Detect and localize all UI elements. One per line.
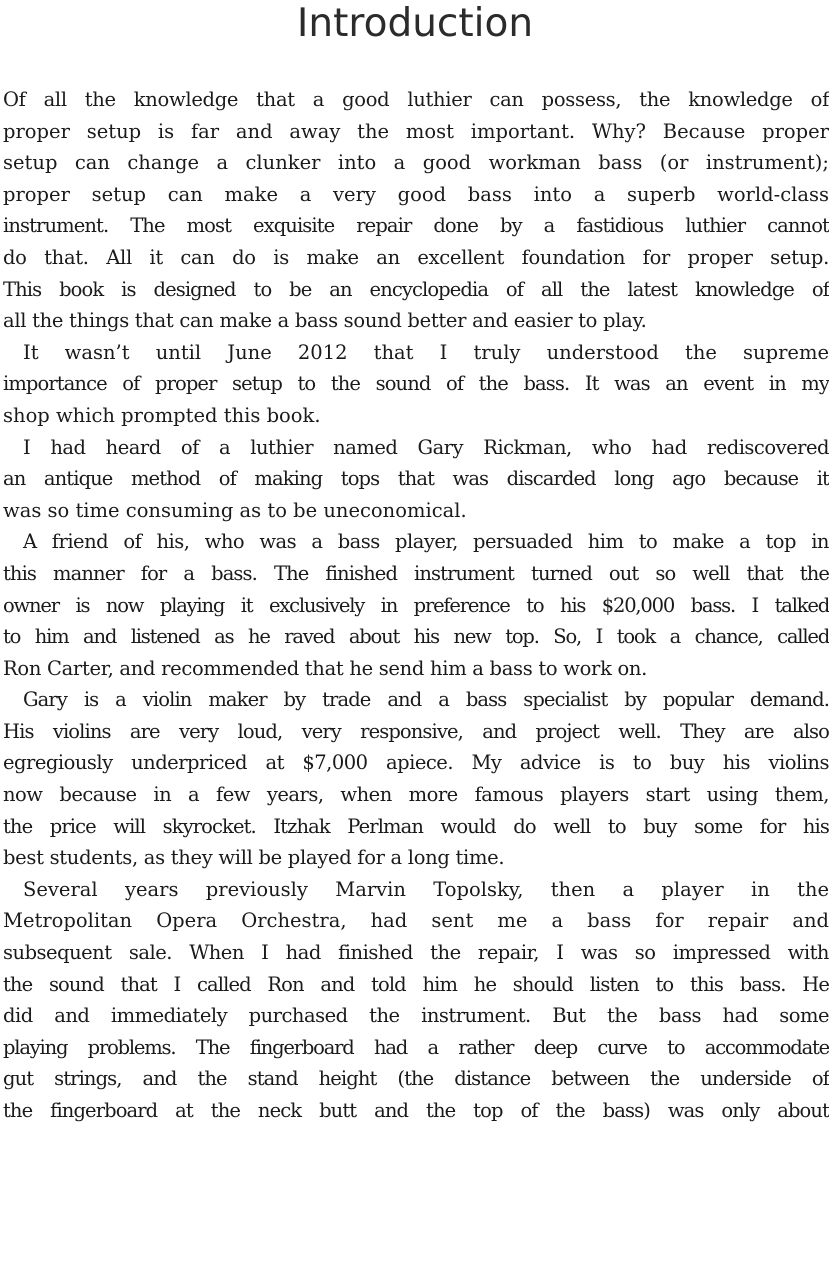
text-line: subsequent sale. When I had finished the repair, I was so impressed with (3, 941, 829, 965)
text-line: the fingerboard at the neck butt and the top of the bass) was only about (3, 1099, 829, 1122)
text-line: setup can change a clunker into a good workman bass (or instrument); (3, 151, 829, 175)
text-line: gut strings, and the stand height (the distance between the underside of (3, 1067, 829, 1091)
chapter-title: Introduction (296, 1, 534, 46)
text-line: owner is now playing it exclusively in preference to his $20,000 bass. I talked (3, 593, 829, 617)
paragraph-1 (3, 84, 829, 337)
text-line: egregiously underpriced at $7,000 apiece. My advice is to buy his violins (3, 751, 829, 775)
text-line: an antique method of making tops that was discarded long ago because it (3, 467, 829, 491)
text-line: instrument. The most exquisite repair done by a fastidious luthier cannot (3, 214, 829, 238)
text-line: This book is designed to be an encyclopedia of all the latest knowledge of (3, 277, 829, 301)
text-line: all the things that can make a bass sound better and easier to play. (3, 309, 647, 333)
text-line: the sound that I called Ron and told him he should listen to this bass. He (3, 972, 829, 996)
text-line: Metropolitan Opera Orchestra, had sent me a bass for repair and (3, 909, 829, 933)
text-line: Several years previously Marvin Topolsky, then a player in the (23, 877, 829, 901)
text-line: Of all the knowledge that a good luthier can possess, the knowledge of (3, 88, 829, 111)
body-text (3, 84, 829, 1127)
text-line: importance of proper setup to the sound of the bass. It was an event in my (3, 372, 829, 396)
text-line: I had heard of a luthier named Gary Rickman, who had rediscovered (23, 435, 829, 459)
text-line: Gary is a violin maker by trade and a bass specialist by popular demand. (23, 688, 829, 712)
paragraph-5 (3, 684, 829, 874)
text-line: It wasn’t until June 2012 that I truly understood the supreme (23, 340, 829, 364)
text-line: His violins are very loud, very responsive, and project well. They are also (3, 719, 829, 743)
text-line: now because in a few years, when more famous players start using them, (3, 783, 829, 807)
text-line: proper setup is far and away the most important. Why? Because proper (3, 119, 829, 143)
paragraph-4 (3, 526, 829, 684)
paragraph-3 (3, 432, 829, 527)
paragraph-2 (3, 337, 829, 432)
text-line: do that. All it can do is make an excellent foundation for proper setup. (3, 245, 829, 269)
text-line: proper setup can make a very good bass into a superb world-class (3, 182, 829, 206)
text-line: Ron Carter, and recommended that he send him a bass to work on. (3, 656, 648, 680)
paragraph-6 (3, 874, 829, 1127)
text-line: shop which prompted this book. (3, 403, 321, 427)
text-line: this manner for a bass. The finished instrument turned out so well that the (3, 561, 829, 585)
text-line: did and immediately purchased the instrument. But the bass had some (3, 1004, 829, 1028)
text-line: the price will skyrocket. Itzhak Perlman would do well to buy some for his (3, 814, 829, 838)
text-line: playing problems. The fingerboard had a rather deep curve to accommodate (3, 1035, 829, 1059)
text-line: to him and listened as he raved about his new top. So, I took a chance, called (3, 625, 829, 649)
text-line: best students, as they will be played for a long time. (3, 846, 505, 870)
text-line: was so time consuming as to be uneconomical. (3, 498, 467, 522)
text-line: A friend of his, who was a bass player, persuaded him to make a top in (23, 530, 829, 554)
